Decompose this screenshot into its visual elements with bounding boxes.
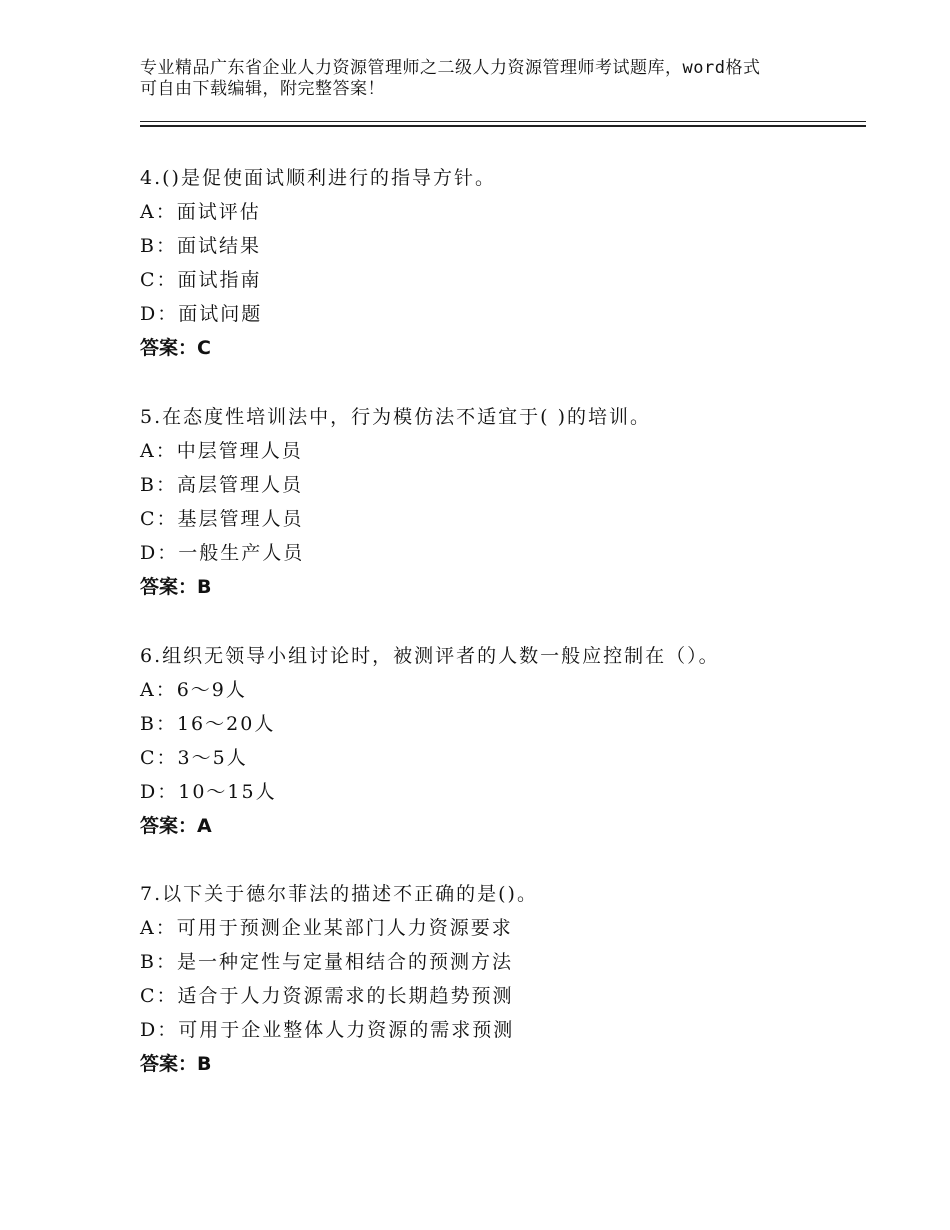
question-4 bbox=[140, 161, 860, 365]
option-c: C：适合于人力资源需求的长期趋势预测 bbox=[140, 985, 514, 1007]
question-stem: 4.()是促使面试顺利进行的指导方针。 bbox=[140, 167, 496, 189]
header-rule-top bbox=[140, 121, 866, 122]
option-a: A：中层管理人员 bbox=[140, 440, 303, 462]
option-d: D：一般生产人员 bbox=[140, 542, 305, 564]
option-a: A：面试评估 bbox=[140, 201, 261, 223]
question-stem: 7.以下关于德尔菲法的描述不正确的是()。 bbox=[140, 883, 538, 905]
option-d: D：可用于企业整体人力资源的需求预测 bbox=[140, 1019, 515, 1041]
option-b: B：是一种定性与定量相结合的预测方法 bbox=[140, 951, 513, 973]
answer-label: 答案：A bbox=[140, 815, 212, 837]
header-line-1: 专业精品广东省企业人力资源管理师之二级人力资源管理师考试题库，word格式 bbox=[140, 58, 761, 78]
option-a: A：6～9人 bbox=[140, 679, 247, 701]
option-b: B：面试结果 bbox=[140, 235, 261, 257]
option-c: C：3～5人 bbox=[140, 747, 248, 769]
option-c: C：基层管理人员 bbox=[140, 508, 304, 530]
answer-label: 答案：B bbox=[140, 1053, 212, 1075]
document-header bbox=[140, 58, 830, 100]
question-5 bbox=[140, 400, 860, 604]
option-d: D：面试问题 bbox=[140, 303, 263, 325]
option-b: B：高层管理人员 bbox=[140, 474, 303, 496]
header-rule-bottom bbox=[140, 125, 866, 127]
option-d: D：10～15人 bbox=[140, 781, 277, 803]
header-line-2: 可自由下载编辑，附完整答案！ bbox=[140, 79, 385, 99]
question-6 bbox=[140, 639, 860, 843]
option-a: A：可用于预测企业某部门人力资源要求 bbox=[140, 917, 513, 939]
option-c: C：面试指南 bbox=[140, 269, 262, 291]
answer-label: 答案：C bbox=[140, 337, 211, 359]
question-7 bbox=[140, 877, 860, 1081]
answer-label: 答案：B bbox=[140, 576, 212, 598]
option-b: B：16～20人 bbox=[140, 713, 276, 735]
question-stem: 6.组织无领导小组讨论时，被测评者的人数一般应控制在（）。 bbox=[140, 645, 720, 667]
question-stem: 5.在态度性培训法中，行为模仿法不适宜于( )的培训。 bbox=[140, 406, 651, 428]
